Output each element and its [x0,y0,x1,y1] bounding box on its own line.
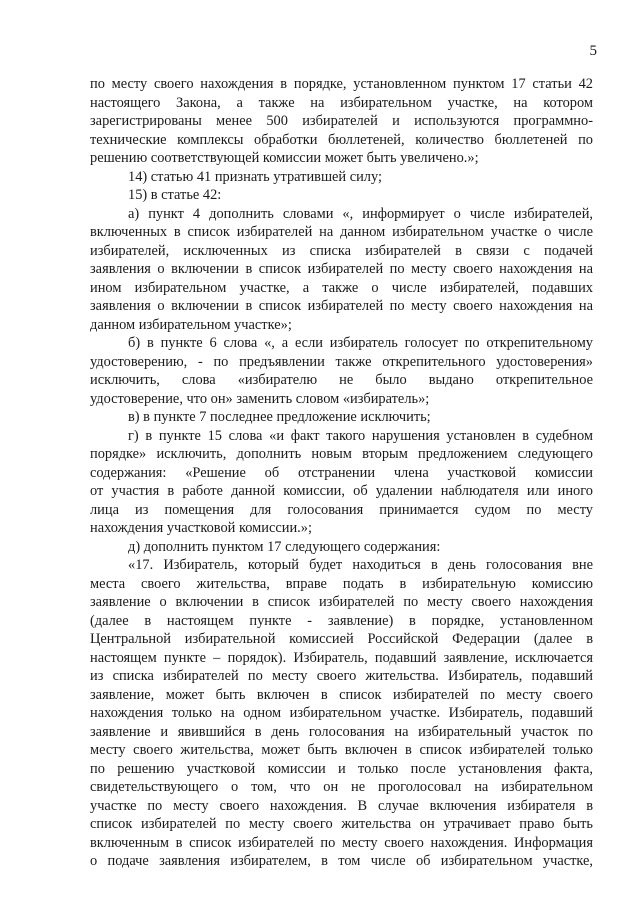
text-line: «17. Избиратель, который будет находиться в день голосования вне [128,557,593,573]
text-line: по решению участковой комиссии и только после установления факта, [90,760,593,777]
text-line: порядке» исключить, дополнить новым вторым предложением следующего [90,446,593,462]
text-line: 15) в статье 42: [128,187,222,203]
text-line: а) пункт 4 дополнить словами «, информирует о числе избирателей, [128,205,593,222]
text-line: нахождения участковой комиссии.»; [90,520,312,536]
text-line: 14) статью 41 признать утратившей силу; [128,168,382,185]
text-line: места своего жительства, вправе подать в избирательную комиссию [90,575,593,592]
text-line: от участия в работе данной комиссии, об удалении наблюдателя или иного [90,483,593,499]
text-line: избирателей, исключенных из списка избирателей в связи с подачей [90,242,593,259]
text-line: месту своего жительства, может быть включен в список избирателей только [90,742,593,758]
text-line: включенных в список избирателей на данном избирательном участке о числе [90,224,593,240]
text-line: заявление и явившийся в день голосования на избирательный участок по [90,723,593,740]
text-line: зарегистрированы менее 500 избирателей и используются программно- [90,113,593,129]
text-line: нахождения только на одном избирательном участке. Избиратель, подавший [90,705,593,721]
text-line: содержания: «Решение об отстранении члена участковой комиссии [90,464,593,481]
text-line: заявление, может быть включен в список избирателей по месту своего [90,686,593,703]
page-number: 5 [589,43,597,59]
text-line: б) в пункте 6 слова «, а если избиратель голосует по открепительному [128,335,593,351]
text-line: (далее в настоящем пункте - заявление) в порядке, установленном [90,612,593,629]
text-line: настоящем пункте – порядок). Избиратель, подавший заявление, исключается [90,649,593,666]
text-line: технические комплексы обработки бюллетеней, количество бюллетеней по [90,131,593,148]
text-line: участке по месту своего нахождения. В случае включения избирателя в [90,797,593,814]
text-line: решению соответствующей комиссии может быть увеличено.»; [90,150,479,166]
text-line: удостоверению, - по предъявлении также открепительного удостоверения» [90,353,593,370]
text-line: г) в пункте 15 слова «и факт такого нарушения установлен в судебном [128,427,593,444]
text-line: заявление о включении в список избирателей по месту своего нахождения [90,594,593,610]
text-line: лица из помещения для голосования принимается судом по месту [90,501,593,518]
text-line: ином избирательном участке, а также о числе избирателей, подавших [90,279,593,296]
text-line: исключить, слова «избирателю не было выдано открепительное [90,372,593,388]
text-line: заявления о включении в список избирателей по месту своего нахождения на [90,261,593,277]
text-line: настоящего Закона, а также на избирательном участке, на котором [90,94,593,111]
text-line: Центральной избирательной комиссией Российской Федерации (далее в [90,631,593,647]
text-line: список избирателей по месту своего жительства он утрачивает право быть [90,816,593,832]
text-line: д) дополнить пунктом 17 следующего содержания: [128,538,441,555]
text-line: заявления о включении в список избирателей по месту своего нахождения на [90,298,593,314]
text-line: в) в пункте 7 последнее предложение исключить; [128,409,431,425]
text-line: свидетельствующего о том, что он не проголосовал на избирательном [90,779,593,795]
text-line: о подаче заявления избирателем, в том числе об избирательном участке, [90,853,593,869]
text-line: данном избирательном участке»; [90,316,292,333]
document-body [90,75,593,871]
text-line: по месту своего нахождения в порядке, установленном пунктом 17 статьи 42 [90,76,593,92]
text-line: из списка избирателей по месту своего жительства. Избиратель, подавший [90,668,593,684]
text-line: удостоверение, что он» заменить словом «избиратель»; [90,390,430,407]
text-line: включенным в список избирателей по месту своего нахождения. Информация [90,834,593,851]
